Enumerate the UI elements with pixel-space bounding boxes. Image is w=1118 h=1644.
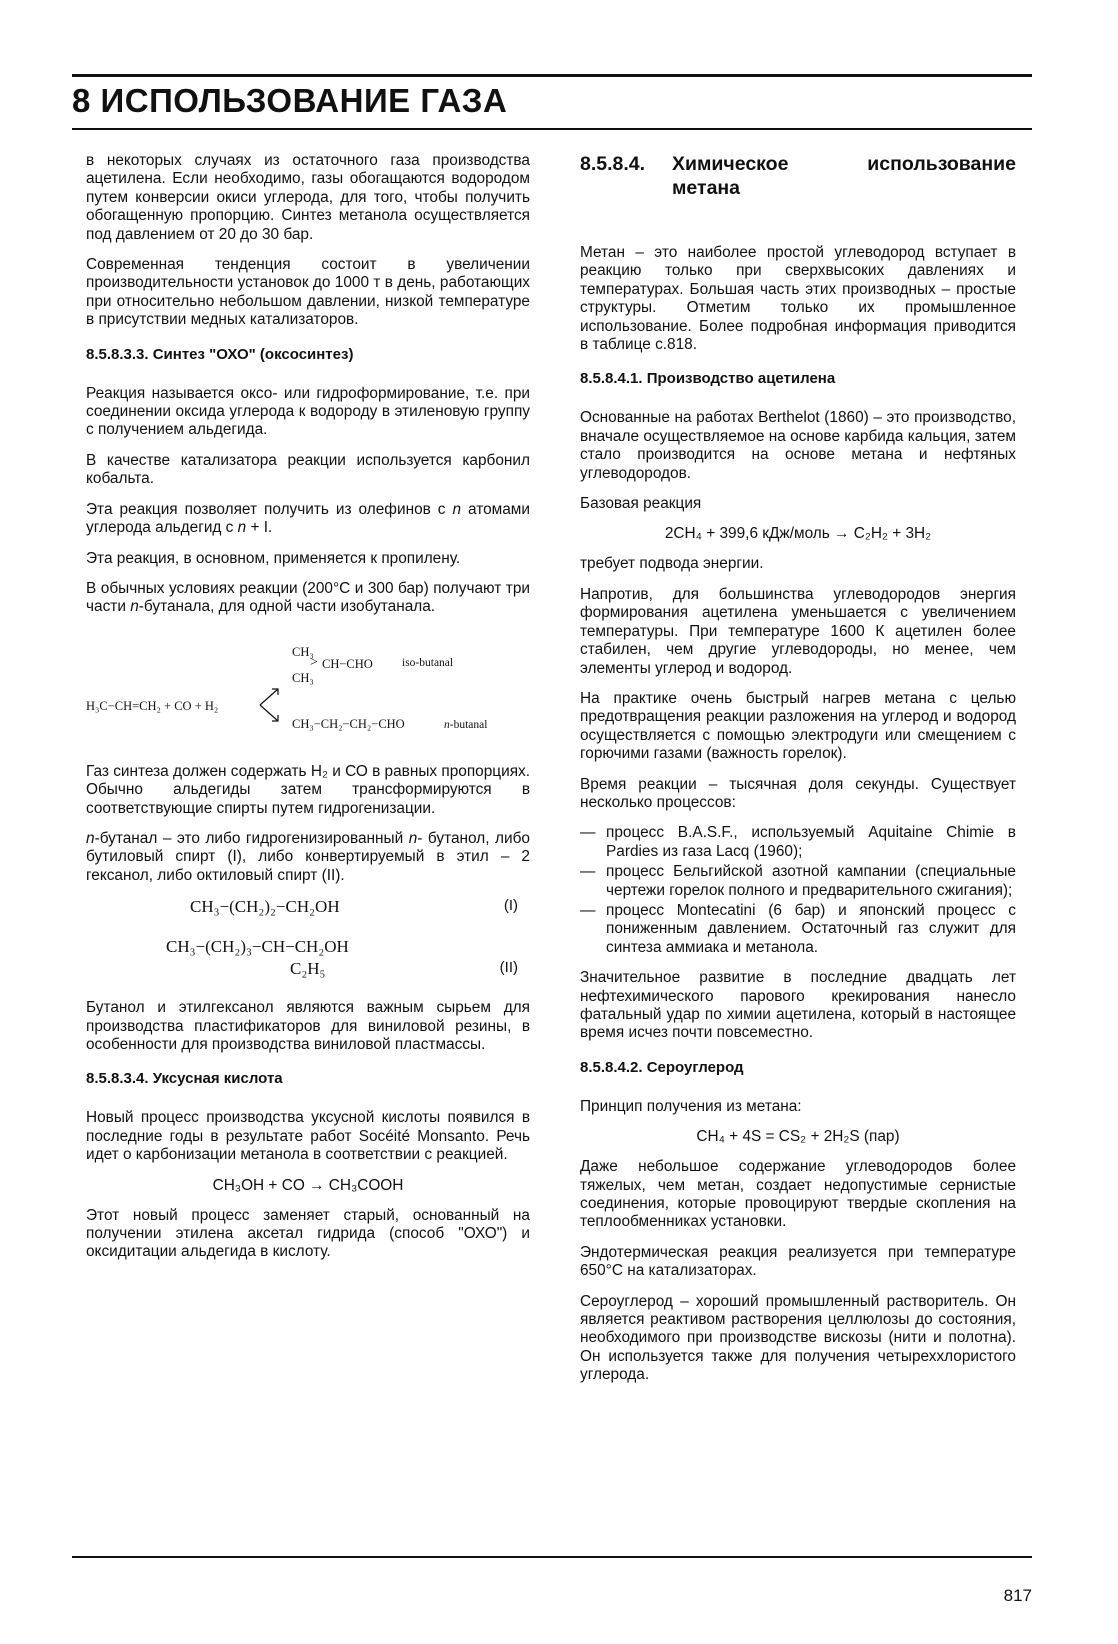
paragraph: требует подвода энергии. [580, 555, 764, 573]
left-column [86, 152, 530, 1274]
header-rule [72, 128, 1032, 130]
running-head: 8 ИСПОЛЬЗОВАНИЕ ГАЗА [72, 82, 508, 119]
subsection-heading-acetic: 8.5.8.3.4. Уксусная кислота [86, 1070, 283, 1088]
equation-formula: CH₃−(CH₂)₃−CH−CH₂OH [166, 937, 349, 957]
paragraph: Современная тенденция состоит в увеличении производительности установок до 1000 т в день, работающих при относительно небольшом давлении, низкой температуре в присутствии медных катализаторов. [86, 256, 530, 329]
paragraph: В качестве катализатора реакции используется карбонил кобальта. [86, 451, 530, 488]
paragraph: Значительное развитие в последние двадцать лет нефтехимического парового крекирования нанесло фатальный удар по химии ацетилена, который в настоящее время исчез почти повсеместно. [580, 969, 1016, 1042]
paragraph: Базовая реакция [580, 495, 702, 513]
equation-carbon-disulfide: CH₄ + 4S = CS₂ + 2H₂S (пар) [696, 1128, 900, 1146]
paragraph: Время реакции – тысячная доля секунды. Существует несколько процессов: [580, 775, 1016, 811]
section-title-word: Химическое [672, 153, 789, 175]
equation-acetic-acid: CH₃OH + CO → CH₃COOH [212, 1176, 404, 1194]
footer-rule [72, 1556, 1032, 1558]
section-heading-methane [580, 152, 1016, 200]
paragraph: Газ синтеза должен содержать H₂ и СО в равных пропорциях. Обычно альдегиды затем трансформируются в соответствующие спирты путем гидрогенизации. [86, 762, 530, 817]
scheme-n-label: n -butanal [444, 718, 488, 731]
paragraph: Принцип получения из метана: [580, 1097, 802, 1115]
paragraph: Напротив, для большинства углеводородов энергия формирования ацетилена уменьшается с увеличением температуры. При температуре 1600 К ацетилен более стабилен, чем другие углеводороды, но менее, чем элементы углерод и водород. [580, 585, 1016, 677]
equation-ethylhexanol [86, 937, 530, 999]
scheme-iso-formula: CH−CHO [322, 656, 373, 671]
oxo-reaction-scheme [86, 645, 530, 749]
subsection-heading-carbon-disulfide: 8.5.8.4.2. Сероуглерод [580, 1058, 744, 1076]
right-column [580, 152, 1016, 1397]
scheme-branch-arrows [258, 683, 282, 727]
page-number: 817 [1003, 1586, 1032, 1605]
paragraph: Бутанол и этилгексанол являются важным сырьем для производства пластификаторов для виниловой резины, в особенности для производства виниловой пластмассы. [86, 999, 530, 1053]
paragraph: в некоторых случаях из остаточного газа производства ацетилена. Если необходимо, газы обогащаются водородом путем конверсии окиси углерода, для того, чтобы получить обогащенную пропорцию. Синтез метанола осуществляется под давлением от 20 до 30 бар. [86, 152, 530, 243]
scheme-reactants: H₃C−CH=CH₂ + CO + H₂ [86, 698, 219, 713]
paragraph: Новый процесс производства уксусной кислоты появился в последние годы в результате работ Socéité Monsanto. Речь идет о карбонизации метанола в соответствии с реакцией. [86, 1109, 530, 1164]
list-item: — процесс Montecatini (6 бар) и японский процесс с пониженным давлением. Остаточный газ служит для синтеза аммиака и метанола. [580, 902, 1016, 957]
scheme-ch3-mid: CH₃ [292, 670, 314, 685]
equation-number: (II) [499, 959, 518, 977]
equation-number: (I) [503, 897, 518, 915]
paragraph: Сероуглерод – хороший промышленный растворитель. Он является реактивом растворения целлюлозы до состояния, необходимого при производстве вискозы (нити и полотна). Он используется также для получения четыреххлористого углерода. [580, 1292, 1016, 1384]
subsection-heading-oxo: 8.5.8.3.3. Синтез "ОХО" (оксосинтез) [86, 345, 354, 363]
top-rule [72, 74, 1032, 77]
scheme-ch3-top: CH₃ [292, 644, 314, 659]
list-item: — процесс B.A.S.F., используемый Aquitaine Chimie в Pardies из газа Lacq (1960); [580, 824, 1016, 861]
paragraph: Реакция называется оксо- или гидроформирование, т.е. при соединении оксида углерода к водороду в этиленовую группу с получением альдегида. [86, 384, 530, 439]
equation-acetylene: 2CH₄ + 399,6 кДж/моль → C₂H₂ + 3H₂ [664, 525, 932, 543]
paragraph: Этот новый процесс заменяет старый, основанный на получении этилена аксетал гидрида (способ "ОХО") и оксидитации альдегида в кислоту. [86, 1206, 530, 1261]
process-list [580, 824, 1016, 957]
list-item: — процесс Бельгийской азотной кампании (специальные чертежи горелок полного и предварительного сжигания); [580, 863, 1016, 900]
subsection-heading-acetylene: 8.5.8.4.1. Производство ацетилена [580, 370, 836, 388]
equation-butanol [86, 897, 530, 937]
paragraph: На практике очень быстрый нагрев метана с целью предотвращения реакции разложения на углерод и водород осуществляется с помощью электродуги или смещением с горючими газами (важность горелок). [580, 689, 1016, 763]
scheme-iso-label: iso-butanal [402, 656, 454, 669]
paragraph: Основанные на работах Berthelot (1860) – это производство, вначале осуществляемое на основе карбида кальция, затем стало производится на основе метана и нефтяных углеводородов. [580, 409, 1016, 482]
paragraph: В обычных условиях реакции (200°С и 300 бар) получают три части n-бутанала, для одной части изобутанала. [86, 579, 530, 616]
section-title-word: метана [672, 177, 741, 199]
paragraph: Даже небольшое содержание углеводородов более тяжелых, чем метан, создает недопустимые сернистые соединения, которые провоцируют твердые скопления на теплообменниках установки. [580, 1158, 1016, 1231]
equation-substituent: C₂H₅ [290, 959, 326, 979]
scheme-n-formula: CH₃−CH₂−CH₂−CHO [292, 716, 405, 731]
paragraph: Эта реакция, в основном, применяется к пропилену. [86, 549, 461, 567]
paragraph: Эта реакция позволяет получить из олефинов с n атомами углерода альдегид с n + I. [86, 500, 530, 537]
equation-formula: CH₃−(CH₂)₂−CH₂OH [190, 897, 340, 917]
paragraph: Метан – это наиболее простой углеводород вступает в реакцию только при сверхвысоких давлениях и температурах. Большая часть этих производных – простые структуры. Отметим только их промышленное использование. Более подробная информация приводится в таблице с.818. [580, 244, 1016, 354]
paragraph: Эндотермическая реакция реализуется при температуре 650°С на катализаторах. [580, 1243, 1016, 1280]
scheme-bracket: > [310, 654, 318, 670]
section-number: 8.5.8.4. [580, 153, 646, 175]
paragraph: n-бутанал – это либо гидрогенизированный n- бутанол, либо бутиловый спирт (I), либо конвертируемый в этил – 2 гексанол, либо октиловый спирт (II). [86, 829, 530, 884]
section-title-word: использование [867, 153, 1016, 175]
